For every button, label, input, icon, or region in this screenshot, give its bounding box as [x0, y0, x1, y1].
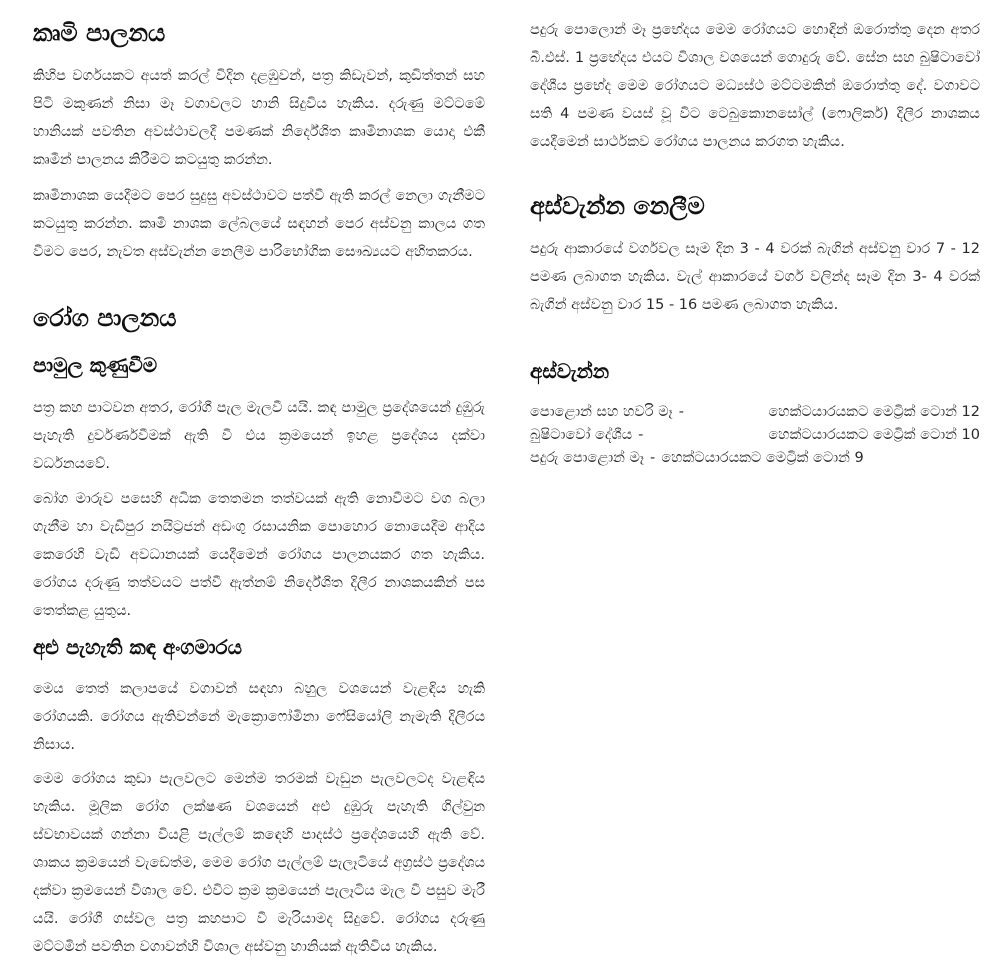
yield-variety: පදුරු පොළොන් මෑ: [530, 450, 645, 466]
ash-stem-blight-paragraph-1: මෙය තෙත් කලාපයේ වගාවන් සඳහා බහුල වශයෙන් වැළඳිය හැකි රෝගයකි. රෝගය ඇතිවන්නේ මැක්‍රොෆෝමිනා ෆේසියෝලි නැමැති දිලීරය නිසාය.: [33, 681, 485, 753]
yield-row: [530, 447, 980, 470]
disease-control-heading: රෝග පාලනය: [33, 304, 177, 332]
yield-heading: අස්වැන්න: [530, 359, 610, 383]
harvesting-paragraph: පදුරු ආකාරයේ වර්ගවල සෑම දින 3 - 4 වරක් බැගින් අස්වනු වාර 7 - 12 පමණ ලබාගත හැකිය. වැල් ආකාරයේ වර්ග වලින්ද සෑම දින 3- 4 වරක් බැගින් අස්වනු වාර 15 - 16 පමණ ලබාගත හැකිය.: [530, 241, 980, 313]
yield-amount: හෙක්ටයාරයකට මෙට්‍රික් ටොන් 12: [768, 404, 980, 420]
yield-separator: -: [678, 404, 684, 420]
yield-row: [530, 401, 980, 424]
pest-control-paragraph-1: කිහිප වර්ගයකට අයත් කරල් විදින දළඹුවන්, පත්‍ර කිඩැවන්, කුඩිත්තන් සහ පිටි මකුණන් නිසා මෑ වගාවලට හානි සිදුවිය හැකිය. දරුණු මට්ටමේ හානියක් පවතින අවස්ථාවලදී පමණක් නිර්දේශිත කෘමිනාශක යොදා එකී කෘමීන් පාලනය කිරීමට කටයුතු කරන්න.: [33, 68, 485, 168]
yield-variety: පොළොන් සහ හවරි මෑ: [530, 404, 673, 420]
yield-amount: හෙක්ටයාරයකට මෙට්‍රික් ටොන් 9: [661, 450, 864, 466]
stem-rot-paragraph-2: බෝග මාරුව පසෙහි අධික තෙතමන තත්වයක් ඇති නොවීමට වග බලා ගැනීම හා වැඩිපුර නයිට්‍රජන් අඩංගු රසායනික පොහොර නොයෙදීම ආදිය කෙරෙහි වැඩි අවධානයක් යෙදීමෙන් රෝගය පාලනයකර ගත හැකිය. රෝගය දරුණු තත්වයට පත්වී ඇත්නම් නිර්දේශිත දිලීර නාශකයකින් පස තෙත්කළ යුතුය.: [33, 491, 485, 619]
stem-rot-paragraph-1: පත්‍ර කහ පාටවන අතර, රෝගී පැල මැලවී යයි. කඳ පාමුල ප්‍රදේශයෙන් දුඹුරු පැහැති දුර්වර්ණවීමක් ඇති වී එය ක්‍රමයෙන් ඉහළ ප්‍රදේශය දක්වා වර්ධනයවේ.: [33, 400, 485, 472]
yield-amount: හෙක්ටයාරයකට මෙට්‍රික් ටොන් 10: [768, 427, 980, 443]
yield-list: [530, 401, 980, 470]
yield-variety: බුෂිටාවෝ දේශීය: [530, 427, 633, 443]
ash-stem-blight-heading: අළු පැහැති කඳ අංගමාරය: [33, 635, 242, 659]
pest-control-heading: කෘමි පාලනය: [33, 19, 166, 47]
yield-separator: -: [650, 450, 656, 466]
ash-stem-blight-paragraph-2: මෙම රෝගය කුඩා පැලවලට මෙන්ම තරමක් වැඩුන පැලවලටද වැළඳිය හැකිය. මූලික රෝග ලක්ෂණ වශයෙන් අළු දුඹුරු පැහැති ගිල්වුන ස්වභාවයක් ගන්නා වියළි පැල්ලම් කඳෙහි පාදස්ථ ප්‍රදේශයෙහි ඇති වේ. ශාකය ක්‍රමයෙන් වැඩෙත්ම, මෙම රෝග පැල්ලම් පැලෑටියේ අග්‍රස්ථ ප්‍රදේශය දක්වා ක්‍රමයෙන් විශාල වේ. එවිට ක්‍රම ක්‍රමයෙන් පැලෑටිය මැල වී පසුව මැරී යයි. රෝගී ගස්වල පත්‍ර කහපාට වී මැරියාමද සිදුවේ. රෝගය දරුණු මට්ටමින් පවතින වගාවන්හි විශාල අස්වනු හානියක් ඇතිවිය හැකිය.: [33, 771, 485, 955]
yield-separator: -: [638, 427, 644, 443]
resistant-varieties-paragraph: පදුරු පොලොන් මෑ ප්‍රභේදය මෙම රෝගයට හොඳින් ඔරොත්තු දෙන අතර බී.එස්. 1 ප්‍රභේදය එයට විශාල වශයෙන් ගොදුරු වේ. සේන සහ බුෂිටාවෝ දේශීය ප්‍රභේද මෙම රෝගයට මධ්‍යස්ථ මට්ටමකින් ඔරොත්තු දේ. වගාවට සති 4 පමණ වයස් වූ විට ටෙබුකොනසෝල් (ෆොලිකර්) දිලීර නාශකය යෙදීමෙන් සාර්ථකව රෝගය පාලනය කරගත හැකිය.: [530, 22, 980, 150]
stem-rot-heading: පාමුල කුණුවීම: [33, 353, 158, 377]
harvesting-heading: අස්වැන්න නෙලීම: [530, 192, 705, 220]
pest-control-paragraph-2: කෘමිනාශක යෙදීමට පෙර සුදුසු අවස්ථාවට පත්වී ඇති කරල් නෙලා ගැනීමට කටයුතු කරන්න. කෘමි නාශක ලේබලයේ සඳහන් පෙර අස්වනු කාලය ගත වීමට පෙර, නැවත අස්වැන්න නෙලීම පාරිභෝගික සෞඛ්‍යයට අහිතකරය.: [33, 188, 485, 260]
yield-row: [530, 424, 980, 447]
